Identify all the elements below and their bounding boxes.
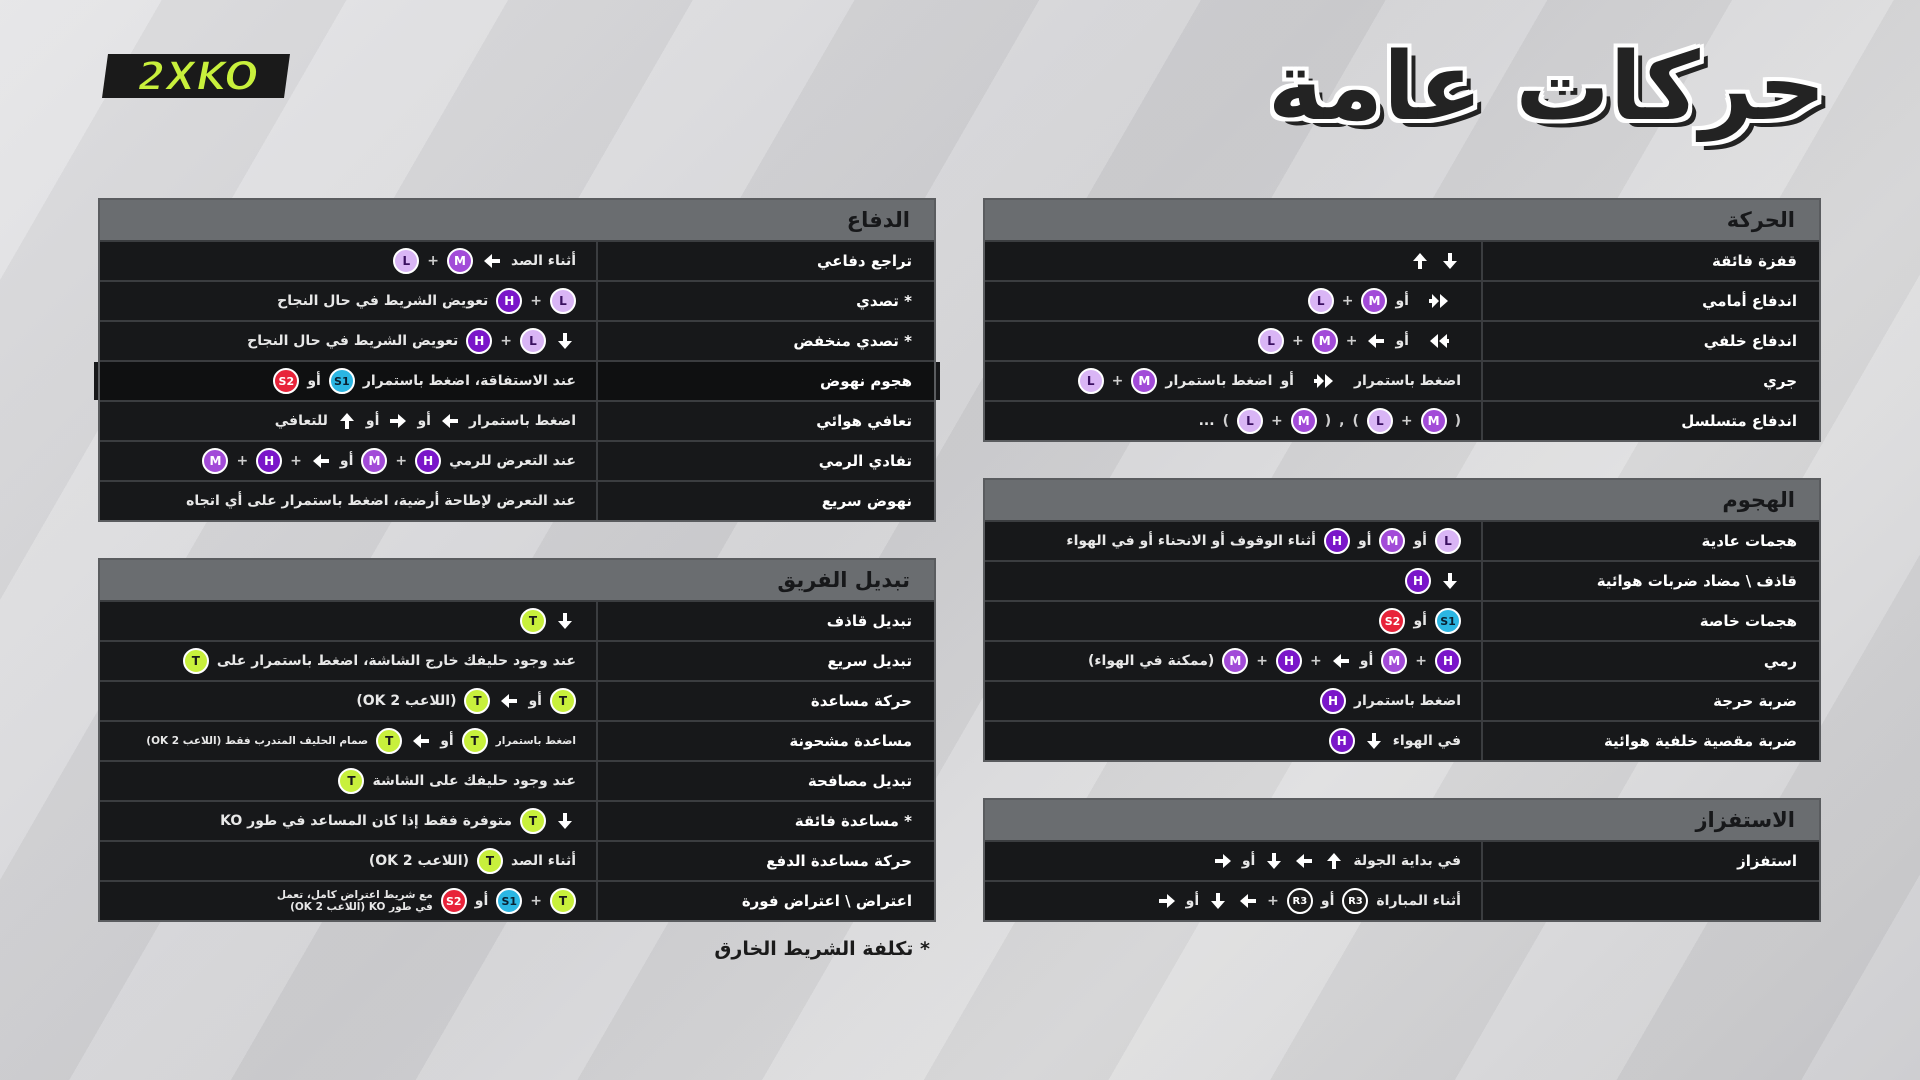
description-text: أثناء الصد (511, 853, 576, 869)
defense-header: الدفاع (100, 200, 934, 240)
description-text: في بداية الجولة (1353, 853, 1461, 869)
button-t-icon: T (550, 688, 576, 714)
movement-panel (983, 198, 1821, 442)
description-text: عند التعرض لإطاحة أرضية، اضغط باستمرار على أي اتجاه (186, 493, 576, 509)
button-l-icon: L (1237, 408, 1263, 434)
taunt-row-match (985, 880, 1819, 920)
description-text: صمام الحليف المتدرب فقط (اللاعب 2 OK) (146, 735, 369, 747)
logo-text: 2XKO (137, 54, 259, 100)
button-m-icon: M (1379, 528, 1405, 554)
row-label (1483, 882, 1819, 920)
paren-open-text: ( (1324, 413, 1332, 429)
row-input (100, 842, 598, 880)
plus-text: + (290, 453, 302, 469)
paren-close-text: ) (1222, 413, 1229, 429)
row-label: قفزة فائقة (1711, 252, 1797, 270)
row-input (985, 522, 1483, 560)
attack-panel (983, 478, 1821, 762)
button-l-icon: L (520, 328, 546, 354)
description-text: عند الاستفاقة، اضغط باستمرار (362, 373, 576, 389)
movement-row-forward-dash (985, 280, 1819, 320)
plus-text: + (1270, 413, 1283, 429)
button-t-icon: T (183, 648, 209, 674)
button-m-icon: M (1381, 648, 1407, 674)
button-m-icon: M (1131, 368, 1157, 394)
row-label: اندفاع متسلسل (1681, 412, 1797, 430)
tag-row-intercept (100, 880, 934, 920)
row-input (985, 642, 1483, 680)
hold-text: اضغط باستمرار (468, 413, 576, 429)
arrow-up-icon (1409, 250, 1431, 272)
arrow-up-icon (1323, 850, 1345, 872)
plus-text: + (530, 293, 542, 309)
button-s2-icon: S2 (441, 888, 467, 914)
button-h-icon: H (1320, 688, 1346, 714)
button-m-icon: M (202, 448, 228, 474)
defense-panel (98, 198, 936, 522)
or-text: أو (307, 373, 321, 389)
button-h-icon: H (256, 448, 282, 474)
button-l-icon: L (393, 248, 419, 274)
tag-row-quick-tag (100, 640, 934, 680)
description-text: عند التعرض للرمي (449, 453, 576, 469)
attack-row-throw (985, 640, 1819, 680)
or-text: أو (1413, 533, 1427, 549)
plus-text: + (1345, 333, 1358, 349)
button-l-icon: L (1258, 328, 1284, 354)
tag-row-push-assist (100, 840, 934, 880)
description-text: (اللاعب 2 OK) (368, 853, 469, 869)
description-text: (اللاعب 2 OK) (356, 693, 457, 709)
row-label: اعتراض \ اعتراض فورة (741, 892, 912, 910)
movement-row-superjump (985, 240, 1819, 280)
arrow-left-icon (1237, 890, 1259, 912)
description-text: (ممكنة في الهواء) (1087, 653, 1215, 669)
row-input (100, 442, 598, 480)
taunt-row-round-start (985, 840, 1819, 880)
description-text: عند وجود حليفك على الشاشة (372, 773, 576, 789)
button-m-icon: M (1291, 408, 1317, 434)
button-s1-icon: S1 (329, 368, 355, 394)
plus-text: + (1111, 373, 1124, 389)
or-text: أو (528, 693, 542, 709)
defense-row-air-recovery (100, 400, 934, 440)
description-text: أثناء المباراة (1376, 893, 1461, 909)
description-text: في الهواء (1392, 733, 1461, 749)
button-m-icon: M (1421, 408, 1447, 434)
or-text: أو (417, 413, 431, 429)
row-input (100, 722, 598, 760)
row-input (985, 882, 1483, 920)
button-t-icon: T (462, 728, 488, 754)
arrow-up-icon (336, 410, 358, 432)
row-input (100, 362, 598, 400)
button-h-icon: H (415, 448, 441, 474)
or-text: أو (365, 413, 380, 429)
plus-text: + (1400, 413, 1413, 429)
movement-header: الحركة (985, 200, 1819, 240)
arrow-left-icon (1365, 330, 1387, 352)
or-text: أو (1359, 653, 1374, 669)
row-input (100, 482, 598, 520)
button-m-icon: M (1222, 648, 1248, 674)
attack-header: الهجوم (985, 480, 1819, 520)
page-title: حركات عامة (1267, 33, 1826, 142)
taunt-header: الاستفزاز (985, 800, 1819, 840)
description-text: في طور KO (اللاعب 2 OK) (290, 901, 433, 913)
movement-row-back-dash (985, 320, 1819, 360)
row-input (100, 402, 598, 440)
arrow-right-icon (1212, 850, 1234, 872)
intercept-note (277, 889, 433, 913)
defense-row-parry (100, 280, 934, 320)
description-text: أثناء الصد (511, 253, 576, 269)
tag-header: تبديل الفريق (100, 560, 934, 600)
plus-text: + (236, 453, 249, 469)
row-input (100, 602, 598, 640)
row-input (985, 722, 1483, 760)
or-text: أو (1395, 293, 1409, 309)
row-label: هجمات عادية (1701, 532, 1797, 550)
or-text: أو (1413, 613, 1427, 629)
arrow-left-icon (1330, 650, 1352, 672)
description-text: تعويض الشريط في حال النجاح (247, 333, 459, 349)
or-text: أو (1395, 333, 1409, 349)
button-s1-icon: S1 (496, 888, 522, 914)
row-input (985, 402, 1483, 440)
row-input (985, 562, 1483, 600)
plus-text: + (1341, 293, 1354, 309)
defense-row-pushblock (100, 240, 934, 280)
button-l-icon: L (1308, 288, 1334, 314)
row-label: هجمات خاصة (1699, 612, 1797, 630)
row-input (985, 322, 1483, 360)
tag-row-assist (100, 680, 934, 720)
button-t-icon: T (550, 888, 576, 914)
arrow-down-icon (1363, 730, 1385, 752)
defense-row-quick-rise (100, 480, 934, 520)
row-label: ضربة مقصية خلفية هوائية (1603, 732, 1797, 750)
button-m-icon: M (1312, 328, 1338, 354)
button-l-icon: L (1435, 528, 1461, 554)
row-label: جري (1763, 372, 1797, 390)
plus-text: + (500, 333, 512, 349)
row-input (100, 242, 598, 280)
plus-text: + (1267, 893, 1279, 909)
button-t-icon: T (464, 688, 490, 714)
arrow-left-icon (498, 690, 520, 712)
plus-text: + (1310, 653, 1322, 669)
row-label: ضربة حرجة (1713, 692, 1797, 710)
button-t-icon: T (338, 768, 364, 794)
row-label: مساعدة مشحونة (789, 732, 912, 750)
row-label: * تصدي منخفض (793, 332, 912, 350)
arrow-down-icon (554, 330, 576, 352)
attack-row-specials (985, 600, 1819, 640)
description-text: أثناء الوقوف أو الانحناء أو في الهواء (1066, 533, 1316, 549)
defense-row-low-parry (100, 320, 934, 360)
comma-text: , (1339, 413, 1345, 429)
description-text: عند وجود حليفك خارج الشاشة، اضغط باستمرار على (216, 653, 576, 669)
row-input (100, 882, 598, 920)
paren-close-text: ) (1352, 413, 1359, 429)
paren-open-text: ( (1454, 413, 1461, 429)
or-text: أو (1280, 373, 1294, 389)
plus-text: + (427, 253, 439, 269)
button-h-icon: H (1435, 648, 1461, 674)
row-label: تراجع دفاعي (817, 252, 912, 270)
tag-row-launcher-tag (100, 600, 934, 640)
plus-text: + (395, 453, 408, 469)
double-arrow-right-icon (1417, 290, 1461, 312)
description-text: مع شريط اعتراض كامل، تعمل (276, 889, 433, 901)
row-label: استفزاز (1737, 852, 1797, 870)
button-h-icon: H (496, 288, 522, 314)
attack-row-critical (985, 680, 1819, 720)
button-s1-icon: S1 (1435, 608, 1461, 634)
or-text: أو (1357, 533, 1372, 549)
button-h-icon: H (466, 328, 492, 354)
or-text: أو (1185, 893, 1200, 909)
button-l-icon: L (1367, 408, 1393, 434)
movement-row-run (985, 360, 1819, 400)
arrow-down-icon (554, 610, 576, 632)
button-h-icon: H (1329, 728, 1355, 754)
row-input (985, 362, 1483, 400)
double-arrow-right-icon (1302, 370, 1346, 392)
row-label: * تصدي (856, 292, 912, 310)
row-label: هجوم نهوض (820, 372, 912, 390)
arrow-down-icon (1263, 850, 1285, 872)
arrow-right-icon (1156, 890, 1178, 912)
button-s2-icon: S2 (273, 368, 299, 394)
description-text: للتعافي (274, 413, 328, 429)
row-label: * مساعدة فائقة (794, 812, 912, 830)
arrow-left-icon (481, 250, 503, 272)
row-input (985, 602, 1483, 640)
row-label: تبديل مصافحة (807, 772, 912, 790)
row-input (100, 682, 598, 720)
arrow-down-icon (554, 810, 576, 832)
button-t-icon: T (520, 808, 546, 834)
button-m-icon: M (361, 448, 387, 474)
or-text: أو (474, 893, 489, 909)
row-label: اندفاع أمامي (1702, 292, 1797, 310)
row-input (100, 642, 598, 680)
row-label: اندفاع خلفي (1703, 332, 1797, 350)
row-input (985, 282, 1483, 320)
button-m-icon: M (1361, 288, 1387, 314)
row-label: تبديل سريع (827, 652, 912, 670)
row-input (100, 762, 598, 800)
or-text: أو (1320, 893, 1335, 909)
2xko-logo (100, 48, 296, 104)
row-label: نهوض سريع (821, 492, 912, 510)
tag-row-charged-assist (100, 720, 934, 760)
attack-row-normals (985, 520, 1819, 560)
row-label: تفادي الرمي (818, 452, 912, 470)
button-t-icon: T (477, 848, 503, 874)
button-h-icon: H (1276, 648, 1302, 674)
hold-text: اضغط باستمرار (1353, 373, 1461, 389)
plus-text: + (1256, 653, 1269, 669)
row-input (985, 682, 1483, 720)
row-label: حركة مساعدة (810, 692, 912, 710)
arrow-down-icon (1207, 890, 1229, 912)
or-text: أو (1241, 853, 1256, 869)
arrow-left-icon (1293, 850, 1315, 872)
defense-row-reversal (100, 360, 934, 400)
row-input (100, 322, 598, 360)
or-text: أو (440, 733, 454, 749)
description-text: متوفرة فقط إذا كان المساعد في طور KO (220, 813, 512, 829)
hold-text: اضغط باستمرار (1165, 373, 1273, 389)
hold-text: اضغط باستمرار (1353, 693, 1461, 709)
or-text: أو (339, 453, 354, 469)
tag-row-handshake (100, 760, 934, 800)
row-input (985, 842, 1483, 880)
button-h-icon: H (1405, 568, 1431, 594)
row-input (985, 242, 1483, 280)
button-l-icon: L (1078, 368, 1104, 394)
tag-panel (98, 558, 936, 922)
row-label: تبديل قاذف (826, 612, 912, 630)
double-arrow-left-icon (1417, 330, 1461, 352)
taunt-panel (983, 798, 1821, 922)
arrow-left-icon (410, 730, 432, 752)
attack-row-launcher (985, 560, 1819, 600)
row-label: حركة مساعدة الدفع (766, 852, 912, 870)
hold-text: اضغط باستمرار (495, 735, 576, 747)
row-label: تعافي هوائي (816, 412, 912, 430)
plus-text: + (1415, 653, 1427, 669)
arrow-down-icon (1439, 570, 1461, 592)
button-r3-icon: R3 (1287, 888, 1313, 914)
arrow-left-icon (310, 450, 332, 472)
attack-row-air-scissor (985, 720, 1819, 760)
movement-row-chain-dash (985, 400, 1819, 440)
button-m-icon: M (447, 248, 473, 274)
plus-text: + (530, 893, 542, 909)
button-r3-icon: R3 (1342, 888, 1368, 914)
button-h-icon: H (1324, 528, 1350, 554)
tag-row-super-assist (100, 800, 934, 840)
row-label: رمي (1763, 652, 1797, 670)
row-input (100, 802, 598, 840)
row-input (100, 282, 598, 320)
button-l-icon: L (550, 288, 576, 314)
button-t-icon: T (520, 608, 546, 634)
button-s2-icon: S2 (1379, 608, 1405, 634)
description-text: تعويض الشريط في حال النجاح (277, 293, 489, 309)
defense-row-throw-tech (100, 440, 934, 480)
meter-cost-footnote: * تكلفة الشريط الخارق (714, 938, 930, 960)
arrow-right-icon (387, 410, 409, 432)
ellipsis-text: ... (1198, 413, 1215, 429)
arrow-left-icon (439, 410, 461, 432)
plus-text: + (1292, 333, 1304, 349)
button-t-icon: T (376, 728, 402, 754)
arrow-down-icon (1439, 250, 1461, 272)
row-label: قاذف \ مضاد ضربات هوائية (1596, 572, 1797, 590)
